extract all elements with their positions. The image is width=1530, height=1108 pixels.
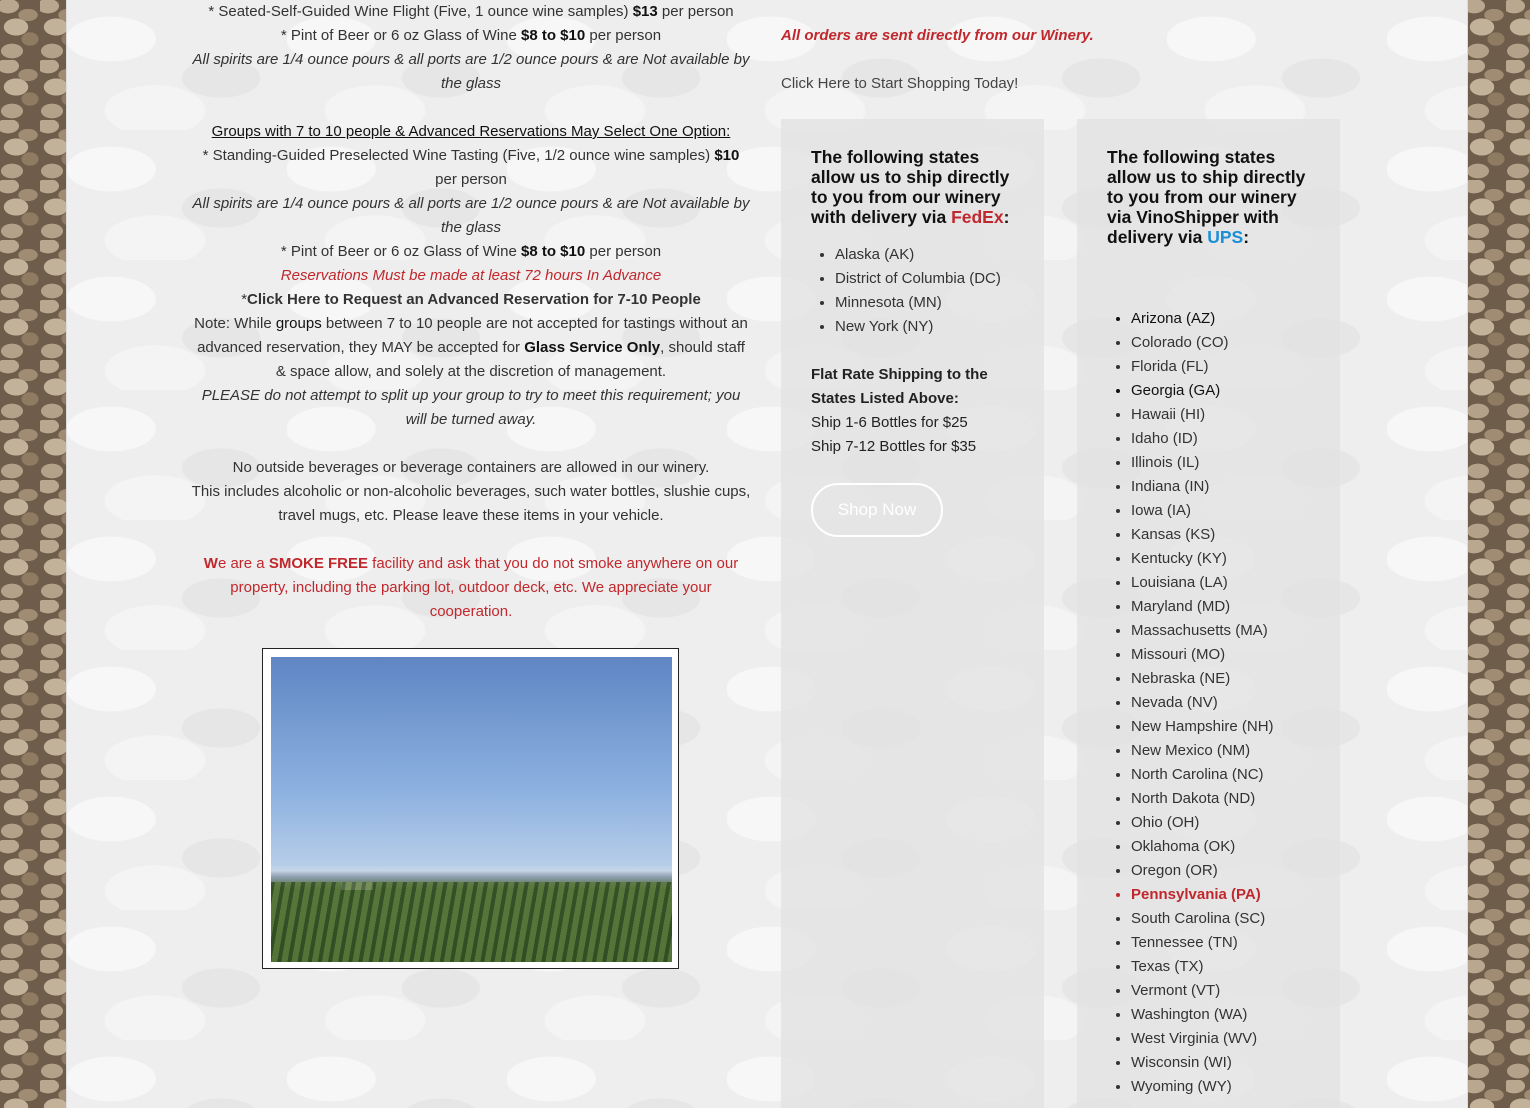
split-group-warning: PLEASE do not attempt to split up your group to try to meet this requirement; you will be turned away. — [201, 387, 741, 428]
state-item: • Washington (WA) — [1131, 1003, 1310, 1027]
state-item: • Florida (FL) — [1131, 355, 1310, 379]
shop-now-button[interactable]: Shop Now — [811, 483, 943, 537]
stone-wall-right — [1466, 0, 1530, 1108]
flat-rate-title: Flat Rate Shipping to the States Listed Above: — [811, 366, 988, 407]
wine-flight-line: * Seated-Self-Guided Wine Flight (Five, 1 ounce wine samples) $13 per person — [208, 3, 734, 20]
state-item: • Louisiana (LA) — [1131, 571, 1310, 595]
stone-wall-left — [0, 0, 66, 1108]
state-item: • Maryland (MD) — [1131, 595, 1310, 619]
state-item: • Nevada (NV) — [1131, 691, 1310, 715]
state-item: • Kentucky (KY) — [1131, 547, 1310, 571]
state-item: • Hawaii (HI) — [1131, 403, 1310, 427]
state-item: • North Dakota (ND) — [1131, 787, 1310, 811]
state-item: • North Carolina (NC) — [1131, 763, 1310, 787]
tasting-info — [191, 0, 751, 624]
state-item: • Idaho (ID) — [1131, 427, 1310, 451]
state-item: • Wisconsin (WI) — [1131, 1051, 1310, 1075]
standing-tasting-line: * Standing-Guided Preselected Wine Tasting (Five, 1/2 ounce wine samples) $10 per person — [202, 147, 740, 188]
ups-heading: The following states allow us to ship directly to you from our winery via VinoShipper with delivery via UPS: — [1107, 147, 1306, 247]
ups-state-list — [1107, 307, 1310, 1099]
state-item: • Oklahoma (OK) — [1131, 835, 1310, 859]
state-item: • Georgia (GA) — [1131, 379, 1310, 403]
spirits-note-2: All spirits are 1/4 ounce pours & all ports are 1/2 ounce pours & are Not available by the glass — [192, 195, 750, 236]
state-item: • Kansas (KS) — [1131, 523, 1310, 547]
request-reservation-link[interactable]: Click Here to Request an Advanced Reservation for 7-10 People — [247, 291, 701, 308]
state-item: • Vermont (VT) — [1131, 979, 1310, 1003]
flat-rate-line-1: Ship 1-6 Bottles for $25 — [811, 414, 968, 431]
beer-wine-line-2: * Pint of Beer or 6 oz Glass of Wine $8 to $10 per person — [280, 243, 662, 260]
state-item: • New Mexico (NM) — [1131, 739, 1310, 763]
state-item: • Indiana (IN) — [1131, 475, 1310, 499]
fedex-heading: The following states allow us to ship directly to you from our winery with delivery via FedEx: — [811, 147, 1010, 227]
state-item: • Wyoming (WY) — [1131, 1075, 1310, 1099]
fedex-shipping-box — [781, 119, 1044, 1108]
state-item: • Colorado (CO) — [1131, 331, 1310, 355]
state-item: • Alaska (AK) — [835, 243, 1014, 267]
state-item: • Illinois (IL) — [1131, 451, 1310, 475]
state-item: • New York (NY) — [835, 315, 1014, 339]
state-item: • South Carolina (SC) — [1131, 907, 1310, 931]
vineyard-rows — [271, 882, 672, 962]
state-item: • Ohio (OH) — [1131, 811, 1310, 835]
state-item: • Nebraska (NE) — [1131, 667, 1310, 691]
groups-heading: Groups with 7 to 10 people & Advanced Reservations May Select One Option: — [211, 123, 731, 140]
vineyard-photo-frame — [262, 648, 679, 969]
vineyard-photo — [271, 657, 672, 962]
fedex-link[interactable]: FedEx — [951, 207, 1004, 227]
state-item: • Minnesota (MN) — [835, 291, 1014, 315]
outside-beverages-note: No outside beverages or beverage containers are allowed in our winery. — [232, 459, 710, 476]
orders-note: All orders are sent directly from our Winery. — [781, 27, 1094, 44]
beer-wine-line: * Pint of Beer or 6 oz Glass of Wine $8 to $10 per person — [280, 27, 662, 44]
ups-shipping-box — [1077, 119, 1340, 1108]
state-item: • Massachusetts (MA) — [1131, 619, 1310, 643]
page-content — [66, 0, 1468, 1108]
fedex-state-list — [811, 243, 1014, 339]
state-item: • Oregon (OR) — [1131, 859, 1310, 883]
state-item: • New Hampshire (NH) — [1131, 715, 1310, 739]
state-item: • District of Columbia (DC) — [835, 267, 1014, 291]
ups-link[interactable]: UPS — [1207, 227, 1244, 247]
state-item: • Texas (TX) — [1131, 955, 1310, 979]
state-item: • Arizona (AZ) — [1131, 307, 1310, 331]
start-shopping-link[interactable]: Click Here to Start Shopping Today! — [781, 75, 1019, 92]
reservations-note: Reservations Must be made at least 72 hours In Advance — [280, 267, 662, 284]
smoke-free-note: We are a SMOKE FREE facility and ask that you do not smoke anywhere on our property, including the parking lot, outdoor deck, etc. We appreciate your cooperation. — [203, 555, 739, 620]
state-item: • Iowa (IA) — [1131, 499, 1310, 523]
outside-beverages-detail: This includes alcoholic or non-alcoholic beverages, such water bottles, slushie cups, travel mugs, etc. Please leave these items in your vehicle. — [191, 483, 751, 524]
state-item: • Missouri (MO) — [1131, 643, 1310, 667]
state-item: • Tennessee (TN) — [1131, 931, 1310, 955]
state-item: • West Virginia (WV) — [1131, 1027, 1310, 1051]
groups-note: Note: While groups between 7 to 10 people are not accepted for tastings without an advanced reservation, they MAY be accepted for Glass Service Only, should staff & space allow, and solely at the discretion of management. — [194, 315, 748, 380]
flat-rate-line-2: Ship 7-12 Bottles for $35 — [811, 438, 977, 455]
request-reservation-row: *Click Here to Request an Advanced Reservation for 7-10 People — [241, 291, 701, 308]
spirits-note: All spirits are 1/4 ounce pours & all ports are 1/2 ounce pours & are Not available by the glass — [192, 51, 750, 92]
state-item-highlighted: • Pennsylvania (PA) — [1131, 883, 1310, 907]
